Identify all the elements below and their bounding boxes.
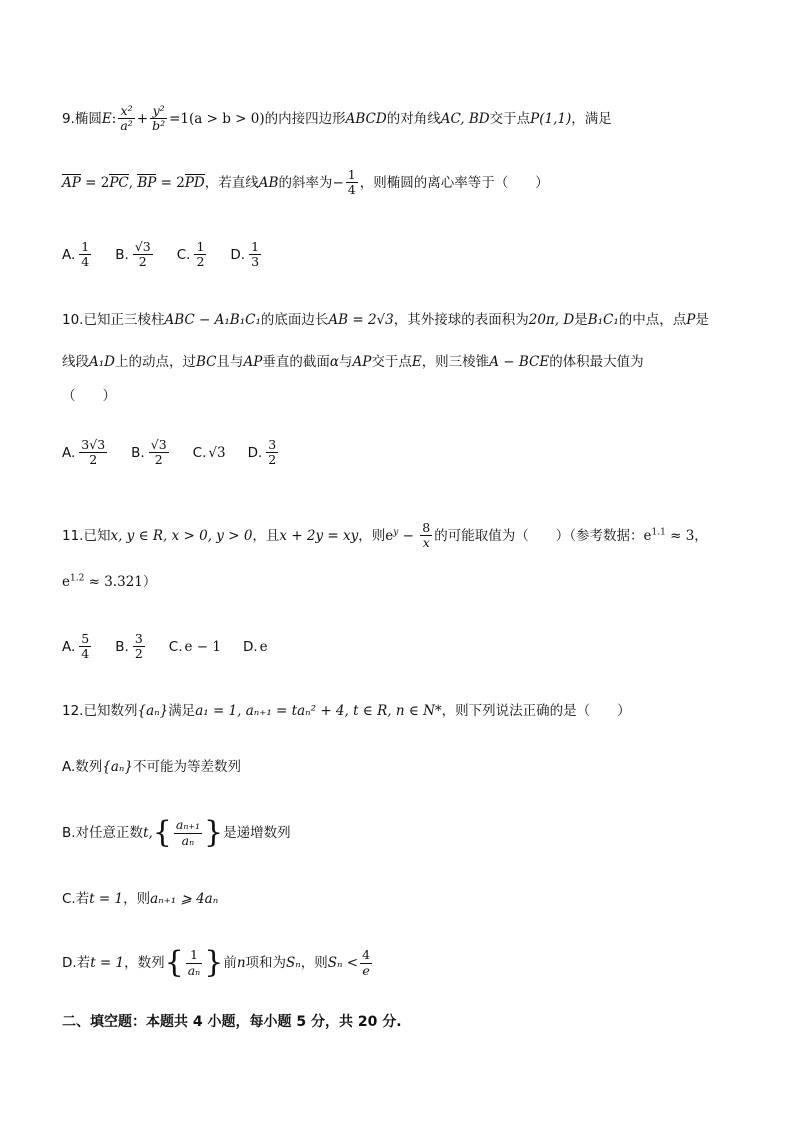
option-value: e − 1 (184, 638, 221, 655)
q10-math: BC (196, 354, 217, 370)
q11-frac (420, 521, 432, 551)
q10-math: E (411, 354, 422, 370)
section2-heading-text: 二、填空题：本题共 4 小题，每小题 5 分，共 20 分. (62, 1014, 402, 1030)
q12-d-frac (186, 948, 203, 978)
q11-option-b (115, 632, 147, 662)
q11-math-sup: y (393, 527, 399, 538)
option-fraction (149, 438, 169, 468)
option-frac-den: 2 (138, 254, 147, 270)
option-frac-den: 4 (81, 254, 90, 270)
q10-math: AP (243, 354, 263, 370)
q12-frac-num: 4 (362, 947, 371, 963)
q10-text: 垂直的截面 (262, 354, 330, 370)
q10-text: （ ） (62, 388, 116, 404)
q12-text: D.若 (62, 955, 91, 971)
q9-math: AB (258, 174, 279, 191)
q9-text: ，满足 (571, 110, 612, 127)
q12-option-c (62, 893, 218, 907)
option-fraction (79, 240, 91, 270)
option-label: D. (230, 246, 246, 263)
option-frac-num: 1 (251, 239, 260, 254)
option-frac-num: √3 (134, 239, 151, 254)
q11-math: e (62, 574, 70, 590)
q12-math: aₙ₊₁ ⩾ 4aₙ (150, 891, 219, 907)
q10-text: ，则三棱锥 (421, 354, 490, 370)
option-fraction (194, 240, 206, 270)
option-label: B. (131, 444, 145, 461)
q9-text: 的内接四边形 (264, 110, 346, 127)
q9-math: = 2 (80, 174, 110, 191)
q9-text: 椭圆 (74, 110, 102, 127)
q12-math: t = 1 (90, 955, 125, 971)
q10-text: 线段 (62, 354, 89, 370)
q12-math: Sₙ < (327, 955, 359, 971)
q10-option-d (248, 438, 281, 468)
q12-text: ，数列 (124, 955, 165, 971)
q10-text: 的中点，点 (618, 312, 687, 328)
option-frac-den: 2 (154, 452, 163, 468)
q12-text: 是递增数列 (223, 825, 291, 841)
option-frac-num: 3√3 (81, 437, 106, 452)
q12-math: a₁ = 1, aₙ₊₁ = taₙ² + 4, t ∈ R, n ∈ N* (195, 703, 442, 719)
q11-math: − (398, 527, 419, 544)
q10-line1 (62, 314, 709, 328)
q12-math: {aₙ} (102, 759, 133, 775)
q11-math: ≈ 3 (665, 527, 695, 544)
q9-frac-num: y² (150, 104, 167, 119)
q12-text: 12.已知数列 (62, 703, 138, 719)
q10-math: A₁D (89, 354, 115, 370)
option-frac-num: 1 (196, 239, 205, 254)
q9-text: 的对角线 (386, 110, 441, 127)
option-label: A. (62, 444, 76, 461)
q11-math: e (643, 527, 652, 544)
q9-slope-frac (346, 168, 358, 198)
q11-text: ，则 (358, 527, 386, 544)
option-value: √3 (208, 444, 226, 461)
q10-math: AB = 2√3 (328, 312, 394, 328)
option-label: D. (242, 638, 258, 655)
q9-option-a (62, 240, 93, 270)
q10-text: 交于点 (371, 354, 412, 370)
option-fraction (133, 632, 145, 662)
option-label: C. (168, 638, 183, 655)
q11-math: x + 2y = xy (279, 527, 359, 544)
q12-text: A.数列 (62, 759, 103, 775)
q11-text: ，且 (252, 527, 280, 544)
option-fraction (249, 240, 261, 270)
q9-frac-num: 1 (347, 167, 356, 182)
q12-option-b: B.对任意正数t,{ $\frac{\text{aₙ₊₁}}{\text{aₙ}}$ }是递增数列 (62, 815, 291, 850)
option-label: B. (115, 246, 129, 263)
q12-line1 (62, 705, 631, 719)
q11-option-c (168, 638, 221, 655)
q12-text: 项和为 (245, 955, 287, 971)
option-label: A. (62, 638, 76, 655)
q9-vector: AP (62, 174, 81, 191)
q11-math-sup: 1.2 (70, 573, 85, 584)
q11-math: e (385, 527, 394, 544)
q10-text: 是 (574, 312, 588, 328)
q9-line2 (62, 168, 549, 198)
q9-math: =1(a > b > 0) (169, 110, 265, 127)
q12-math: {aₙ} (137, 703, 169, 719)
q11-line2 (62, 573, 157, 590)
q9-math: E (101, 110, 112, 127)
q9-vector: PD (184, 174, 205, 191)
q12-frac-num: 1 (186, 948, 203, 963)
q12-frac-den: aₙ (187, 962, 201, 978)
option-frac-num: 3 (134, 631, 143, 646)
option-frac-num: √3 (150, 437, 167, 452)
q11-frac-num: 8 (422, 520, 431, 535)
option-fraction (266, 438, 278, 468)
q9-vector: PC (109, 174, 129, 191)
q9-number: 9. (62, 110, 75, 127)
q11-option-a (62, 632, 93, 662)
q12-text: 不可能为等差数列 (133, 759, 241, 775)
option-fraction (133, 240, 153, 270)
q10-line2 (62, 356, 644, 370)
q9-frac-den: b² (152, 118, 166, 134)
q11-text: 的可能取值为（ ）（参考数据： (434, 527, 644, 544)
q9-text: ，则椭圆的离心率等于（ ） (359, 174, 549, 191)
option-fraction (79, 632, 91, 662)
q12-text: ，则 (123, 891, 151, 907)
q9-text: ，若直线 (204, 174, 259, 191)
q10-text: 的体积最大值为 (549, 354, 644, 370)
option-label: C. (192, 444, 207, 461)
q12-text: B.对任意正数 (62, 825, 144, 841)
q12-frac-num: aₙ₊₁ (175, 817, 201, 833)
q10-options (62, 438, 302, 468)
q9-option-d (230, 240, 263, 270)
q10-option-b (131, 438, 170, 468)
q9-math: − (332, 174, 344, 191)
q11-math: x, y ∈ R, x > 0, y > 0 (110, 527, 253, 544)
q11-option-d (242, 638, 268, 655)
q9-option-c (177, 240, 209, 270)
q10-math: AP (352, 354, 372, 370)
q10-math: A − BCE (489, 354, 550, 370)
q10-math: α (329, 354, 339, 370)
q10-math: 20π, D (528, 312, 575, 328)
q10-option-c (192, 444, 226, 461)
q9-math: : (111, 110, 117, 127)
q9-frac-num: x² (118, 104, 134, 119)
q9-math: ABCD (345, 110, 387, 127)
q12-math: t, (143, 825, 153, 841)
option-frac-num: 1 (81, 239, 90, 254)
option-label: B. (115, 638, 129, 655)
q10-text: 是 (695, 312, 709, 328)
option-label: C. (176, 246, 191, 263)
option-frac-num: 3 (268, 437, 277, 452)
q11-text: ， (694, 527, 708, 544)
q10-line3 (62, 390, 116, 404)
option-frac-den: 3 (251, 254, 260, 270)
option-fraction (79, 438, 107, 468)
q10-math: ABC − A₁B₁C₁ (164, 312, 261, 328)
q10-math: P (686, 312, 696, 328)
q11-frac-den: x (422, 535, 430, 551)
q12-frac-den: e (362, 962, 370, 978)
option-value: e (259, 638, 268, 655)
q12-text: C.若 (62, 891, 90, 907)
option-frac-num: 5 (81, 631, 90, 646)
option-frac-den: 2 (89, 452, 98, 468)
q9-math: AC, BD (440, 110, 490, 127)
q10-math: B₁C₁ (587, 312, 619, 328)
q12-text: ，则 (300, 955, 328, 971)
q12-option-a (62, 761, 241, 775)
q9-options (62, 240, 285, 270)
q10-text: 上的动点，过 (115, 354, 196, 370)
option-frac-den: 4 (81, 646, 90, 662)
q9-text: 交于点 (489, 110, 531, 127)
q9-math: = 2 (156, 174, 185, 191)
q9-line1: 9.椭圆E: $\frac{\text{x²}}{\text{a²}}$ + $\frac{\text{y²}}{\text{b²}}$ =1(a > b > 0)的内接四边形ABCD的对角线AC, BD交于点P(1,1)，满足 (62, 103, 612, 134)
q9-frac-den: a² (120, 118, 133, 134)
q10-text: 的底面边长 (260, 312, 329, 328)
q12-text: ，则下列说法正确的是（ ） (441, 703, 631, 719)
q11-math: ≈ 3.321） (84, 574, 157, 590)
q12-text: 满足 (168, 703, 196, 719)
q11-math-sup: 1.1 (651, 527, 666, 538)
q10-text: 且与 (216, 354, 244, 370)
q9-text: 的斜率为 (278, 174, 333, 191)
q9-option-b (115, 240, 154, 270)
q9-math: , (128, 174, 138, 191)
q9-frac-y (150, 104, 167, 134)
q9-vector: BP (137, 174, 157, 191)
q9-frac-den: 4 (347, 182, 356, 198)
q11-line1 (62, 521, 708, 551)
q10-text: ，其外接球的表面积为 (393, 312, 529, 328)
q12-math: n (236, 955, 246, 971)
q10-option-a (62, 438, 109, 468)
q10-text: 与 (338, 354, 353, 370)
q12-math: Sₙ (286, 955, 301, 971)
option-frac-den: 2 (134, 646, 143, 662)
option-label: A. (62, 246, 76, 263)
option-frac-den: 2 (196, 254, 205, 270)
option-label: D. (247, 444, 263, 461)
section2-heading (62, 1015, 402, 1029)
q12-frac-den: aₙ (181, 832, 195, 848)
q12-b-frac (174, 818, 202, 848)
q12-math: t = 1 (89, 891, 124, 907)
q11-options (62, 632, 290, 662)
q9-frac-x (118, 104, 134, 134)
q10-text: 10.已知正三棱柱 (62, 312, 165, 328)
q11-text: 11.已知 (62, 527, 111, 544)
option-frac-den: 2 (268, 452, 277, 468)
q12-text: 前 (223, 955, 237, 971)
q12-option-d: D.若t = 1，数列{ $\frac{1}{\text{aₙ}}$ }前n项和为Sₙ，则Sₙ < $\frac{4}{e}$ (62, 945, 371, 980)
q12-d-frac2 (360, 948, 372, 978)
q9-math: P(1,1) (530, 110, 572, 127)
